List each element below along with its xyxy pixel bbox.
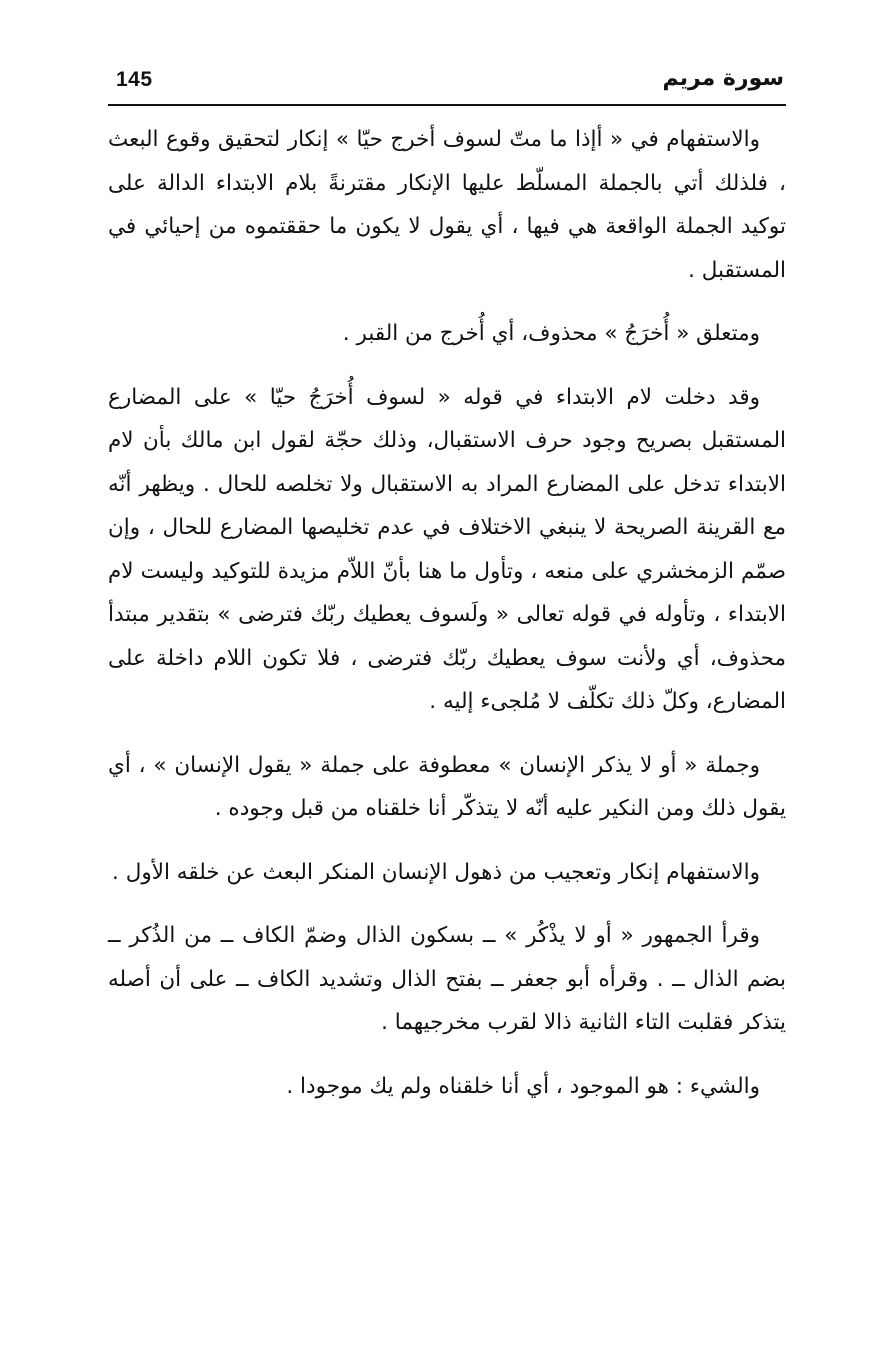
paragraph-3: وقد دخلت لام الابتداء في قوله « لسوف أُخرَجُ حيّا » على المضارع المستقبل بصريح وجود حرف الاستقبال، وذلك حجّة لقول ابن مالك بأن لام الابتداء تدخل على المضارع المراد به الاستقبال ولا تخلصه للحال . ويظهر أنّه مع القرينة الصريحة لا ينبغي الاختلاف في عدم تخليصها المضارع للحال ، وإن صمّم الزمخشري على منعه ، وتأول ما هنا بأنّ اللاّم مزيدة للتوكيد وليست لام الابتداء ، وتأوله في قوله تعالى « ولَسوف يعطيك ربّك فترضى » بتقدير مبتدأ محذوف، أي ولأنت سوف يعطيك ربّك فترضى ، فلا تكون اللام داخلة على المضارع، وكلّ ذلك تكلّف لا مُلجىء إليه . — [108, 384, 786, 714]
paragraph-4: وجملة « أو لا يذكر الإنسان » معطوفة على جملة « يقول الإنسان » ، أي يقول ذلك ومن النكير عليه أنّه لا يتذكّر أنا خلقناه من قبل وجوده . — [108, 752, 786, 821]
paragraph-1: والاستفهام في « أإذا ما متّ لسوف أخرج حيّا » إنكار لتحقيق وقوع البعث ، فلذلك أتي بالجملة المسلّط عليها الإنكار مقترنةً بلام الابتداء الدالة على توكيد الجملة الواقعة هي فيها ، أي يقول لا يكون ما حققتموه من إحيائي في المستقبل . — [108, 127, 786, 283]
paragraph-7: والشيء : هو الموجود ، أي أنا خلقناه ولم يك موجودا . — [286, 1073, 760, 1099]
page-header — [108, 66, 788, 102]
page-number: 145 — [116, 68, 153, 91]
paragraph-2: ومتعلق « أُخرَجُ » محذوف، أي أُخرج من القبر . — [342, 321, 760, 346]
running-title: سورة مريم — [662, 66, 784, 91]
body-text — [108, 118, 786, 1128]
paragraph-5: والاستفهام إنكار وتعجيب من ذهول الإنسان المنكر البعث عن خلقه الأول . — [112, 859, 760, 885]
header-rule — [108, 104, 786, 106]
paragraph-6: وقرأ الجمهور « أو لا يذْكُر » ــ بسكون الذال وضمّ الكاف ــ من الذُكر ــ بضم الذال ــ . وقرأه أبو جعفر ــ بفتح الذال وتشديد الكاف ــ على أن أصله يتذكر فقلبت التاء الثانية ذالا لقرب مخرجيهما . — [108, 923, 786, 1035]
